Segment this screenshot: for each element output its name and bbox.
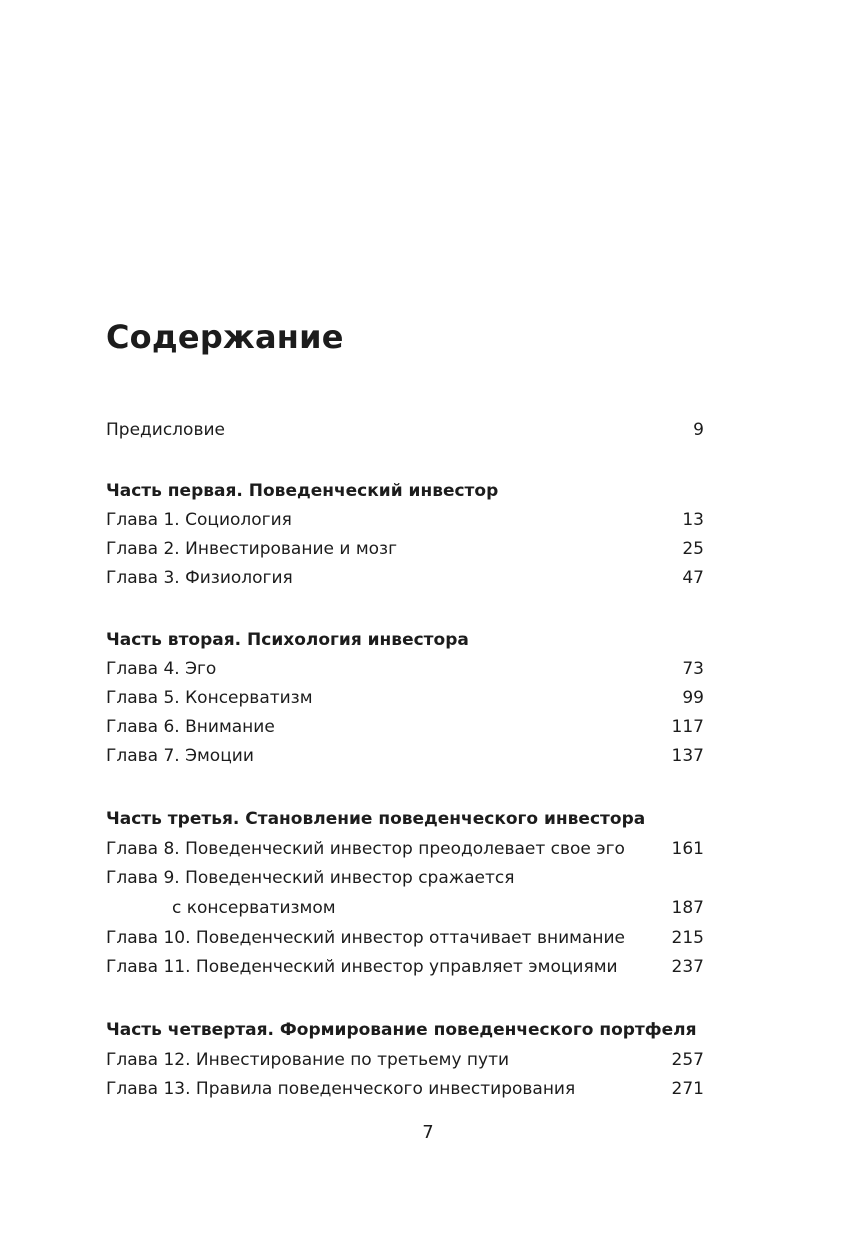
toc-entry-chapter-13 xyxy=(106,1077,704,1101)
toc-entry-label: Предисловие xyxy=(106,420,225,440)
part-heading-label: Часть третья. Становление поведенческого инвестора xyxy=(106,809,646,829)
toc-entry-page: 187 xyxy=(671,898,704,918)
toc-entry-page: 73 xyxy=(682,659,704,679)
toc-entry-label: Глава 5. Консерватизм xyxy=(106,688,313,708)
toc-entry-page: 271 xyxy=(671,1079,704,1099)
toc-entry-page: 9 xyxy=(693,420,704,440)
toc-entry-chapter-1 xyxy=(106,508,704,532)
toc-entry-page: 257 xyxy=(671,1050,704,1070)
toc-entry-page: 99 xyxy=(682,688,704,708)
toc-entry-label: Глава 11. Поведенческий инвестор управляет эмоциями xyxy=(106,957,618,977)
toc-entry-chapter-2 xyxy=(106,537,704,561)
toc-entry-page: 117 xyxy=(671,717,704,737)
toc-entry-label: Глава 4. Эго xyxy=(106,659,217,679)
toc-entry-label: Глава 6. Внимание xyxy=(106,717,275,737)
toc-entry-label-continuation: с консерватизмом xyxy=(172,898,336,918)
part-heading-4 xyxy=(106,1018,704,1042)
toc-entry-label: Глава 9. Поведенческий инвестор сражается xyxy=(106,868,515,888)
part-heading-label: Часть четвертая. Формирование поведенческого портфеля xyxy=(106,1020,697,1040)
part-heading-2 xyxy=(106,628,704,652)
part-heading-1 xyxy=(106,479,704,503)
toc-entry-label: Глава 13. Правила поведенческого инвестирования xyxy=(106,1079,576,1099)
part-heading-label: Часть вторая. Психология инвестора xyxy=(106,630,469,650)
toc-entry-page: 25 xyxy=(682,539,704,559)
toc-entry-label: Глава 10. Поведенческий инвестор оттачивает внимание xyxy=(106,928,625,948)
toc-entry-label: Глава 1. Социология xyxy=(106,510,292,530)
toc-entry-label: Глава 8. Поведенческий инвестор преодолевает свое эго xyxy=(106,839,625,859)
toc-entry-preface xyxy=(106,418,704,442)
toc-entry-chapter-9-continuation xyxy=(106,896,704,920)
toc-entry-chapter-3 xyxy=(106,566,704,590)
toc-entry-label: Глава 2. Инвестирование и мозг xyxy=(106,539,398,559)
toc-entry-chapter-8 xyxy=(106,837,704,861)
toc-entry-page: 137 xyxy=(671,746,704,766)
toc-entry-chapter-4 xyxy=(106,657,704,681)
toc-entry-chapter-7 xyxy=(106,744,704,768)
toc-entry-page: 237 xyxy=(671,957,704,977)
toc-entry-page: 13 xyxy=(682,510,704,530)
toc-entry-chapter-10 xyxy=(106,926,704,950)
toc-entry-label: Глава 3. Физиология xyxy=(106,568,293,588)
toc-entry-chapter-11 xyxy=(106,955,704,979)
toc-entry-page: 47 xyxy=(682,568,704,588)
part-heading-label: Часть первая. Поведенческий инвестор xyxy=(106,481,499,501)
toc-entry-label: Глава 7. Эмоции xyxy=(106,746,254,766)
toc-entry-label: Глава 12. Инвестирование по третьему пути xyxy=(106,1050,510,1070)
toc-entry-page: 215 xyxy=(671,928,704,948)
toc-entry-chapter-5 xyxy=(106,686,704,710)
page-number: 7 xyxy=(422,1122,434,1143)
page-title: Содержание xyxy=(106,318,344,356)
part-heading-3 xyxy=(106,807,704,831)
toc-entry-page: 161 xyxy=(671,839,704,859)
toc-entry-chapter-6 xyxy=(106,715,704,739)
toc-entry-chapter-12 xyxy=(106,1048,704,1072)
toc-entry-chapter-9 xyxy=(106,866,704,890)
